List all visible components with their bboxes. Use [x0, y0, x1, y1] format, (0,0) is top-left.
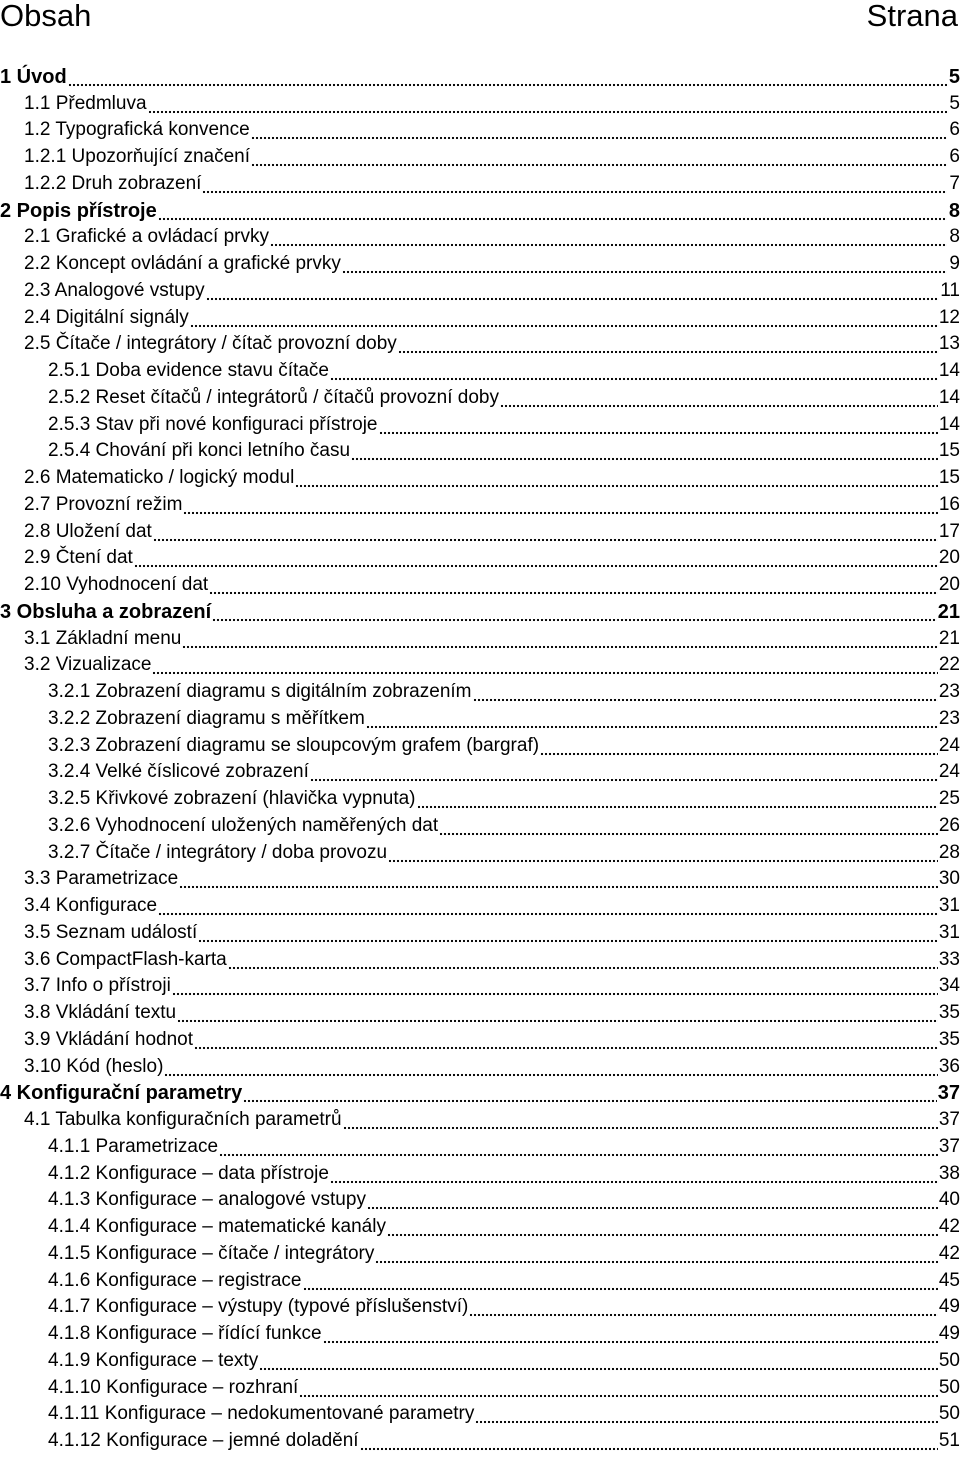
toc-entry-page-number: 36	[938, 1055, 960, 1077]
toc-entry-page-number: 50	[938, 1349, 960, 1371]
toc-entry-page-number: 6	[949, 119, 960, 141]
dot-leader	[152, 652, 937, 676]
toc-entry-page-number: 35	[938, 1002, 960, 1023]
toc-entry-page-number: 14	[938, 360, 960, 381]
dot-leader	[183, 492, 937, 516]
toc-entry-title: 4.1.11 Konfigurace – nedokumentované parametry	[48, 1403, 475, 1425]
toc-entry[interactable]	[0, 544, 960, 571]
dot-leader	[469, 1294, 938, 1318]
toc-entry[interactable]	[0, 303, 960, 330]
toc-entry-title: 3.2.6 Vyhodnocení uložených naměřených dat	[48, 814, 439, 836]
toc-entry-title: 4.1.8 Konfigurace – řídící funkce	[48, 1323, 322, 1344]
toc-entry-page-number: 8	[949, 226, 960, 248]
toc-entry-title: 4.1.10 Konfigurace – rozhraní	[48, 1376, 299, 1398]
toc-entry-page-number: 24	[938, 761, 960, 783]
toc-entry-title: 3.1 Základní menu	[24, 627, 182, 649]
dot-leader	[379, 412, 938, 436]
toc-entry[interactable]	[0, 651, 960, 678]
dot-leader	[330, 358, 938, 382]
page-column-heading: Strana	[866, 0, 958, 33]
toc-entry-page-number: 16	[938, 493, 960, 515]
toc-heading: Obsah	[0, 0, 92, 33]
dot-leader	[228, 947, 938, 971]
toc-entry-page-number: 26	[938, 814, 960, 836]
dot-leader	[251, 144, 947, 168]
toc-entry-title: 4.1 Tabulka konfiguračních parametrů	[24, 1109, 342, 1130]
toc-entry-page-number: 6	[949, 146, 960, 167]
toc-entry-title: 4.1.9 Konfigurace – texty	[48, 1349, 259, 1371]
toc-entry[interactable]	[0, 1266, 960, 1293]
toc-entry-page-number: 49	[938, 1296, 960, 1318]
toc-entry-page-number: 38	[938, 1162, 960, 1184]
dot-leader	[202, 171, 947, 195]
toc-entry[interactable]	[0, 1426, 960, 1453]
toc-entry[interactable]	[0, 972, 960, 999]
dot-leader	[158, 198, 947, 222]
toc-entry[interactable]	[0, 383, 960, 410]
toc-entry[interactable]	[0, 1052, 960, 1079]
dot-leader	[342, 251, 947, 275]
toc-entry[interactable]	[0, 597, 960, 624]
toc-entry-title: 2.5 Čítače / integrátory / čítač provozní doby	[24, 333, 397, 355]
dot-leader	[153, 519, 938, 543]
dot-leader	[172, 973, 938, 997]
toc-entry-page-number: 34	[938, 975, 960, 997]
toc-entry[interactable]	[0, 998, 960, 1025]
dot-leader	[540, 733, 938, 757]
toc-entry-title: 2.7 Provozní režim	[24, 493, 183, 515]
dot-leader	[351, 438, 938, 462]
toc-entry-title: 2.9 Čtení dat	[24, 547, 133, 569]
dot-leader	[212, 599, 937, 623]
toc-entry-title: 3.2.1 Zobrazení diagramu s digitálním zobrazením	[48, 681, 472, 702]
toc-entry-title: 3.2.4 Velké číslicové zobrazení	[48, 761, 309, 783]
dot-leader	[206, 278, 940, 302]
toc-entry-page-number: 28	[938, 841, 960, 863]
toc-entry-title: 2.4 Digitální signály	[24, 306, 189, 328]
toc-entry-title: 4.1.7 Konfigurace – výstupy (typové příslušenství)	[48, 1296, 469, 1318]
dot-leader	[500, 385, 938, 409]
toc-entry[interactable]	[0, 356, 960, 383]
toc-entry[interactable]	[0, 945, 960, 972]
toc-entry-page-number: 50	[938, 1403, 960, 1425]
dot-leader	[148, 91, 947, 115]
toc-entry-title: 1.2.1 Upozorňující značení	[24, 146, 251, 167]
dot-leader	[439, 813, 938, 837]
toc-entry[interactable]	[0, 1186, 960, 1213]
toc-entry-page-number: 20	[938, 574, 960, 595]
toc-entry-page-number: 51	[938, 1430, 960, 1451]
toc-entry[interactable]	[0, 463, 960, 490]
toc-entry-page-number: 8	[948, 199, 960, 222]
toc-entry[interactable]	[0, 490, 960, 517]
toc-entry[interactable]	[0, 811, 960, 838]
toc-entry-page-number: 20	[938, 547, 960, 569]
toc-entry[interactable]	[0, 1400, 960, 1427]
toc-entry-title: 1 Úvod	[0, 65, 67, 88]
toc-entry[interactable]	[0, 249, 960, 276]
toc-entry-page-number: 9	[949, 253, 960, 274]
dot-leader	[209, 572, 938, 596]
dot-leader	[366, 706, 938, 730]
toc-entry-page-number: 33	[938, 948, 960, 970]
toc-entry[interactable]	[0, 1079, 960, 1106]
toc-entry[interactable]	[0, 784, 960, 811]
toc-entry-title: 3.8 Vkládání textu	[24, 1002, 177, 1023]
toc-entry-page-number: 37	[937, 1082, 960, 1105]
toc-entry-page-number: 23	[938, 681, 960, 702]
toc-entry-page-number: 49	[938, 1323, 960, 1344]
toc-entry[interactable]	[0, 1105, 960, 1132]
toc-entry-title: 4.1.4 Konfigurace – matematické kanály	[48, 1216, 386, 1237]
dot-leader	[343, 1107, 938, 1131]
toc-entry[interactable]	[0, 1025, 960, 1052]
toc-entry-page-number: 15	[938, 467, 960, 488]
toc-entry-page-number: 37	[938, 1135, 960, 1157]
dot-leader	[259, 1348, 938, 1372]
toc-entry[interactable]	[0, 838, 960, 865]
toc-entry[interactable]	[0, 624, 960, 651]
toc-entry[interactable]	[0, 142, 960, 169]
toc-entry[interactable]	[0, 276, 960, 303]
toc-entry[interactable]	[0, 62, 960, 89]
toc-entry-page-number: 5	[948, 65, 960, 88]
toc-entry-title: 3.2.2 Zobrazení diagramu s měřítkem	[48, 707, 365, 729]
dot-leader	[310, 759, 938, 783]
toc-entry[interactable]	[0, 437, 960, 464]
toc-entry-page-number: 40	[938, 1189, 960, 1211]
toc-entry-title: 3.9 Vkládání hodnot	[24, 1028, 194, 1050]
toc-entry[interactable]	[0, 570, 960, 597]
dot-leader	[134, 545, 938, 569]
toc-entry-page-number: 37	[938, 1109, 960, 1130]
toc-entry-page-number: 25	[938, 788, 960, 809]
toc-entry[interactable]	[0, 677, 960, 704]
dot-leader	[475, 1401, 937, 1425]
toc-entry[interactable]	[0, 758, 960, 785]
toc-entry-title: 3.6 CompactFlash-karta	[24, 948, 227, 970]
toc-entry[interactable]	[0, 1132, 960, 1159]
dot-leader	[198, 920, 938, 944]
dot-leader	[68, 64, 947, 88]
toc-entry-page-number: 17	[938, 520, 960, 542]
toc-entry-title: 3.3 Parametrizace	[24, 868, 179, 890]
dot-leader	[360, 1428, 938, 1452]
toc-entry[interactable]	[0, 1346, 960, 1373]
dot-leader	[182, 626, 937, 650]
toc-entry-page-number: 15	[938, 440, 960, 462]
toc-entry[interactable]	[0, 918, 960, 945]
toc-entry-page-number: 5	[949, 92, 960, 114]
toc-entry[interactable]	[0, 330, 960, 357]
toc-entry[interactable]	[0, 1319, 960, 1346]
toc-entry-page-number: 22	[938, 654, 960, 676]
toc-entry-title: 4.1.5 Konfigurace – čítače / integrátory	[48, 1242, 375, 1264]
toc-entry[interactable]	[0, 410, 960, 437]
toc-entry-title: 3.7 Info o přístroji	[24, 975, 171, 997]
toc-entry[interactable]	[0, 891, 960, 918]
dot-leader	[179, 866, 938, 890]
dot-leader	[303, 1268, 938, 1292]
toc-entry-title: 4.1.2 Konfigurace – data přístroje	[48, 1162, 329, 1184]
toc-entry-title: 1.1 Předmluva	[24, 92, 147, 114]
toc-entry-title: 4 Konfigurační parametry	[0, 1082, 243, 1105]
toc-entry-title: 2.5.4 Chování při konci letního času	[48, 440, 351, 462]
toc-entry-page-number: 35	[938, 1028, 960, 1050]
toc-entry-page-number: 42	[938, 1242, 960, 1264]
toc-entry-page-number: 12	[938, 306, 960, 328]
toc-entry-title: 2.5.1 Doba evidence stavu čítače	[48, 360, 329, 381]
toc-entry-page-number: 24	[938, 734, 960, 756]
dot-leader	[367, 1187, 938, 1211]
toc-entry-title: 3.2.5 Křivkové zobrazení (hlavička vypnuta)	[48, 788, 416, 809]
toc-entry[interactable]	[0, 169, 960, 196]
dot-leader	[299, 1375, 938, 1399]
toc-entry-title: 2.3 Analogové vstupy	[24, 279, 205, 301]
toc-entry-page-number: 14	[938, 386, 960, 408]
dot-leader	[158, 893, 938, 917]
toc-entry-page-number: 14	[938, 413, 960, 435]
toc-entry-title: 3 Obsluha a zobrazení	[0, 600, 212, 623]
toc-entry-title: 4.1.6 Konfigurace – registrace	[48, 1269, 302, 1291]
toc-entry-page-number: 11	[940, 279, 960, 301]
dot-leader	[251, 117, 947, 141]
toc-entry[interactable]	[0, 196, 960, 223]
toc-entry[interactable]	[0, 1373, 960, 1400]
toc-entry[interactable]	[0, 704, 960, 731]
toc-entry[interactable]	[0, 1212, 960, 1239]
toc-entry-page-number: 31	[938, 921, 960, 943]
dot-leader	[323, 1321, 938, 1345]
dot-leader	[219, 1134, 938, 1158]
dot-leader	[270, 224, 947, 248]
toc-entry-title: 2.6 Matematicko / logický modul	[24, 467, 295, 488]
toc-entry-title: 3.5 Seznam událostí	[24, 921, 198, 943]
toc-entry[interactable]	[0, 865, 960, 892]
toc-entry[interactable]	[0, 1293, 960, 1320]
dot-leader	[417, 786, 938, 810]
dot-leader	[375, 1241, 938, 1265]
toc-header	[0, 0, 960, 40]
toc-entry-title: 4.1.1 Parametrizace	[48, 1135, 219, 1157]
toc-entry[interactable]	[0, 223, 960, 250]
toc-entry-page-number: 13	[938, 333, 960, 355]
toc-entry[interactable]	[0, 89, 960, 116]
toc-entry-title: 2.10 Vyhodnocení dat	[24, 574, 209, 595]
toc-entry[interactable]	[0, 731, 960, 758]
toc-entry-title: 2.5.2 Reset čítačů / integrátorů / čítačů provozní doby	[48, 386, 499, 408]
toc-entry-title: 2.1 Grafické a ovládací prvky	[24, 226, 269, 248]
toc-entry-title: 3.2.7 Čítače / integrátory / doba provozu	[48, 841, 388, 863]
toc-entry-title: 3.10 Kód (heslo)	[24, 1055, 164, 1077]
toc-entry-page-number: 21	[937, 600, 960, 623]
dot-leader	[387, 1214, 938, 1238]
dot-leader	[473, 679, 938, 703]
toc-entry[interactable]	[0, 116, 960, 143]
toc-entry-title: 4.1.12 Konfigurace – jemné doladění	[48, 1430, 359, 1451]
table-of-contents	[0, 62, 960, 1453]
toc-entry-title: 1.2 Typografická konvence	[24, 119, 250, 141]
toc-entry-page-number: 50	[938, 1376, 960, 1398]
toc-entry-title: 3.2 Vizualizace	[24, 654, 152, 676]
dot-leader	[190, 305, 938, 329]
toc-entry-title: 2.2 Koncept ovládání a grafické prvky	[24, 253, 341, 274]
toc-entry-title: 1.2.2 Druh zobrazení	[24, 172, 202, 194]
dot-leader	[243, 1080, 936, 1104]
toc-entry-page-number: 30	[938, 868, 960, 890]
toc-entry-title: 4.1.3 Konfigurace – analogové vstupy	[48, 1189, 366, 1211]
toc-entry[interactable]	[0, 517, 960, 544]
toc-entry-page-number: 45	[938, 1269, 960, 1291]
toc-entry[interactable]	[0, 1239, 960, 1266]
dot-leader	[177, 1000, 938, 1024]
toc-entry-title: 3.4 Konfigurace	[24, 895, 158, 916]
toc-entry-page-number: 31	[938, 895, 960, 916]
toc-entry[interactable]	[0, 1159, 960, 1186]
dot-leader	[194, 1027, 938, 1051]
dot-leader	[295, 465, 938, 489]
toc-entry-page-number: 42	[938, 1216, 960, 1237]
toc-entry-page-number: 7	[949, 172, 960, 194]
toc-entry-title: 3.2.3 Zobrazení diagramu se sloupcovým grafem (bargraf)	[48, 734, 540, 756]
dot-leader	[164, 1054, 937, 1078]
toc-entry-title: 2.5.3 Stav při nové konfiguraci přístroje	[48, 413, 378, 435]
toc-entry-page-number: 21	[938, 627, 960, 649]
dot-leader	[388, 840, 938, 864]
toc-entry-page-number: 23	[938, 707, 960, 729]
dot-leader	[398, 331, 938, 355]
toc-entry-title: 2.8 Uložení dat	[24, 520, 152, 542]
toc-entry-title: 2 Popis přístroje	[0, 199, 157, 222]
dot-leader	[330, 1161, 938, 1185]
